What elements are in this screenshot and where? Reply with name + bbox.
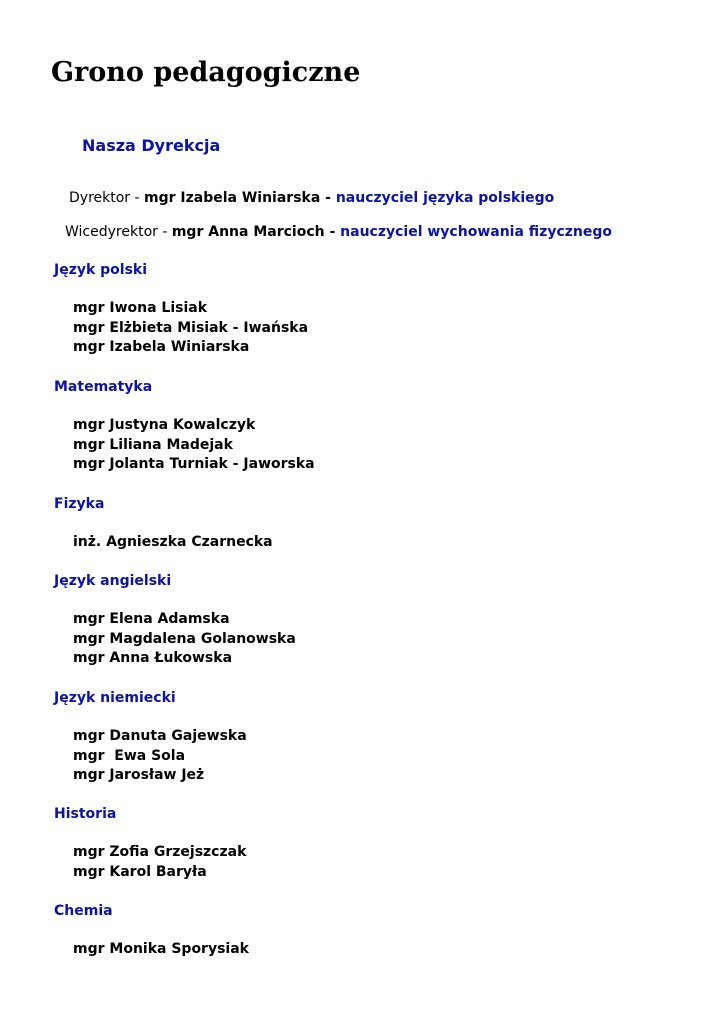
teacher-list [73,940,249,960]
section-jezyk-niemiecki [54,688,247,786]
section-title: Fizyka [54,496,105,512]
teacher-item: mgr Liliana Madejak [73,436,233,453]
teacher-item: mgr Monika Sporysiak [73,941,249,957]
teacher-list [73,843,246,882]
teacher-list [73,299,308,358]
teacher-item: mgr Zofia Grzejszczak [73,844,247,860]
section-fizyka [54,494,273,553]
teacher-list [73,416,315,475]
teacher-item: mgr Ewa Sola [73,747,186,764]
section-historia [54,804,246,882]
director-line [69,188,554,208]
vice-director-name: mgr Anna Marcioch - [171,224,341,240]
teacher-item: mgr Danuta Gajewska [73,728,247,744]
section-chemia [54,901,249,960]
teacher-list [73,533,273,553]
teacher-item: mgr Elżbieta Misiak - Iwańska [73,319,309,336]
teacher-item: mgr Anna Łukowska [73,650,233,666]
vice-director-role: Wicedyrektor - [65,224,172,240]
section-title: Język angielski [54,573,172,589]
section-title: Język polski [54,262,148,278]
teacher-item: mgr Magdalena Golanowska [73,630,296,647]
section-title: Język niemiecki [54,690,176,706]
section-title: Historia [54,806,117,822]
section-jezyk-angielski [54,571,296,669]
teacher-item: mgr Iwona Lisiak [73,300,208,316]
dyrekcja-heading: Nasza Dyrekcja [82,136,221,155]
director-role: Dyrektor - [69,190,144,206]
director-name: mgr Izabela Winiarska - [144,190,336,206]
teacher-item: mgr Jarosław Jeż [73,767,205,783]
page-title: Grono pedagogiczne [51,57,361,88]
section-title: Chemia [54,903,113,919]
teacher-item: mgr Elena Adamska [73,611,230,627]
teacher-list [73,727,247,786]
section-matematyka [54,377,315,475]
vice-director-line [65,222,612,242]
teacher-item: inż. Agnieszka Czarnecka [73,534,273,550]
teacher-item: mgr Jolanta Turniak - Jaworska [73,456,315,472]
section-jezyk-polski [54,260,308,358]
teacher-item: mgr Izabela Winiarska [73,339,250,355]
director-subject: nauczyciel języka polskiego [335,190,555,206]
teacher-item: mgr Karol Baryła [73,863,207,880]
teacher-list [73,610,296,669]
section-title: Matematyka [54,379,153,395]
vice-director-subject: nauczyciel wychowania fizycznego [340,224,612,240]
teacher-item: mgr Justyna Kowalczyk [73,417,256,433]
